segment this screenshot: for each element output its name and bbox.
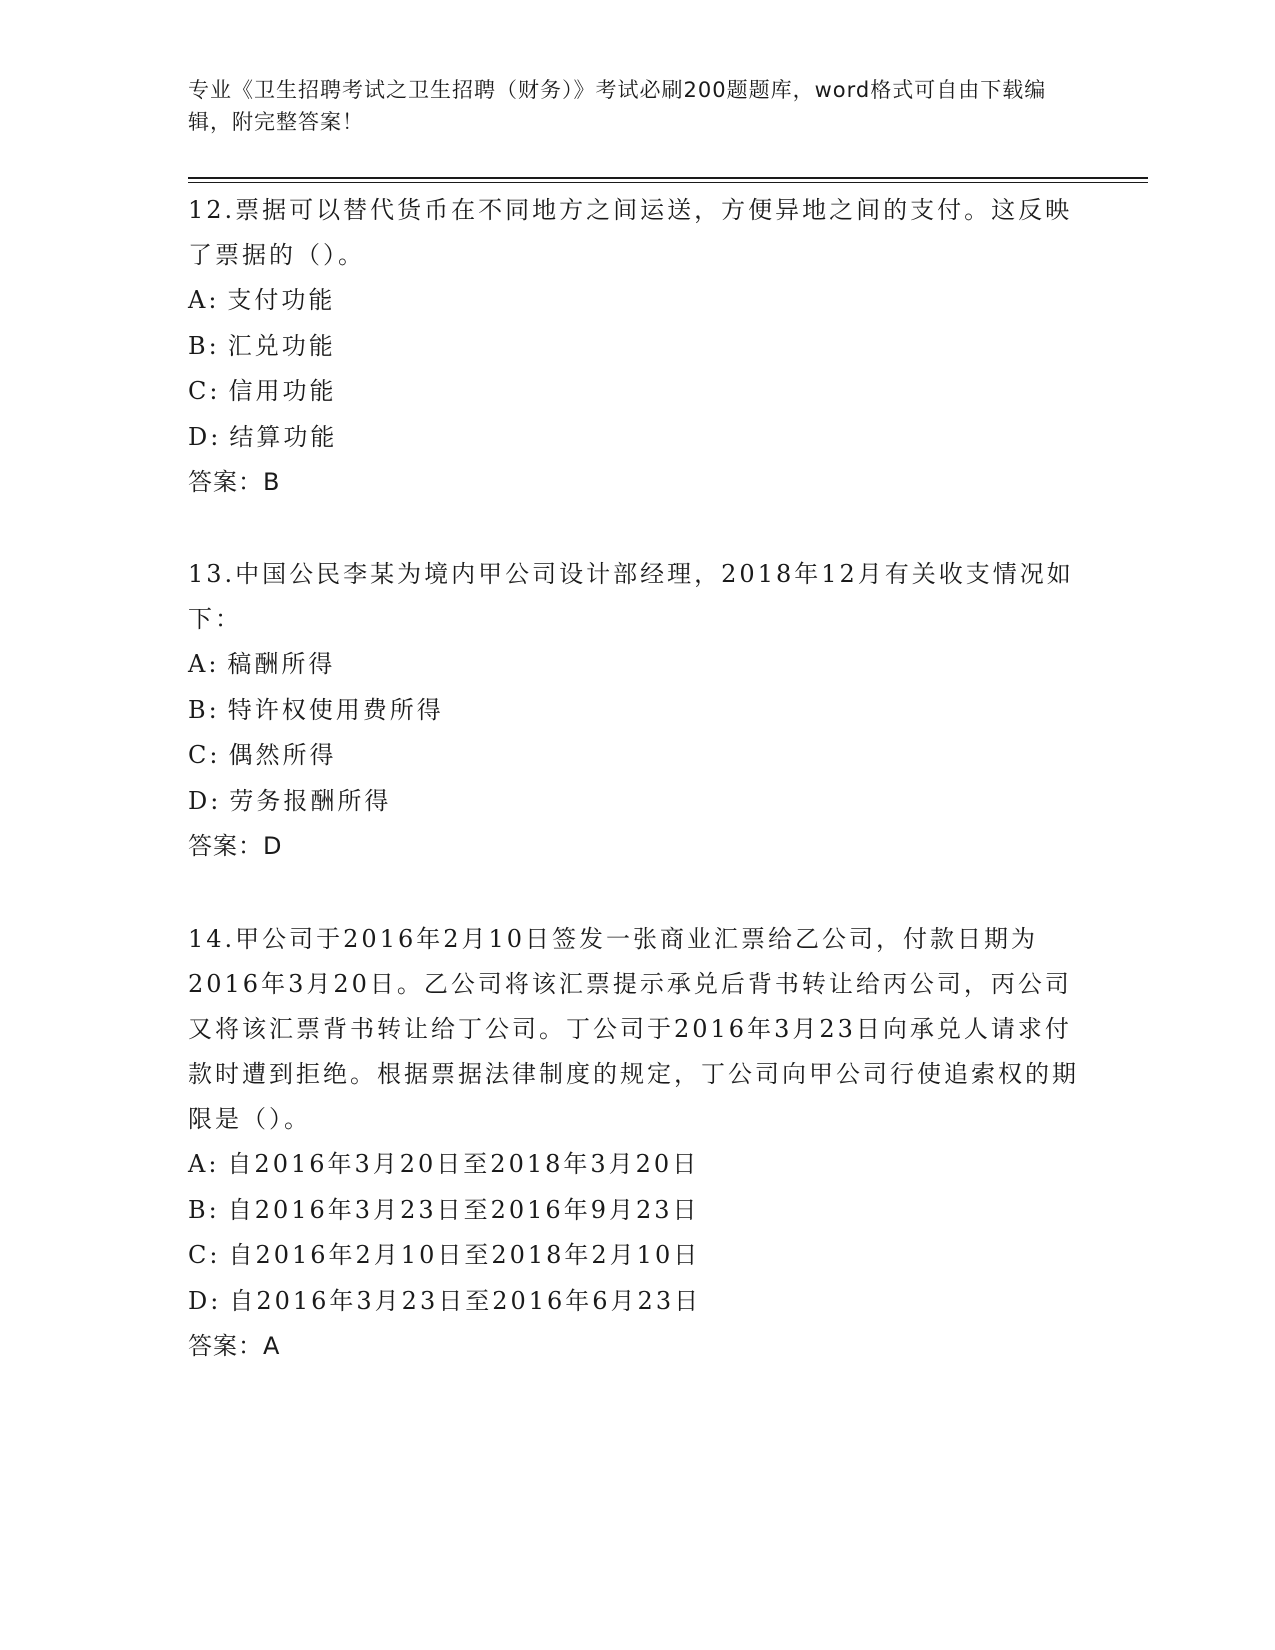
option-c — [188, 733, 1088, 779]
option-text: 支付功能 — [227, 286, 336, 314]
option-c — [188, 369, 1088, 415]
answer-line: 答案：B — [188, 468, 281, 496]
question-text: 12.票据可以替代货币在不同地方之间运送，方便异地之间的支付。这反映了票据的（）。 — [188, 196, 1073, 269]
option-letter: C: — [188, 377, 221, 405]
option-text: 自2016年2月10日至2018年2月10日 — [228, 1241, 701, 1269]
answer-line: 答案：A — [188, 1332, 281, 1360]
option-d — [188, 415, 1088, 461]
option-text: 劳务报酬所得 — [229, 786, 392, 815]
option-b — [188, 1188, 1088, 1234]
answer-line: 答案：D — [188, 832, 283, 860]
option-a — [188, 1142, 1088, 1188]
question-12 — [188, 188, 1088, 506]
option-letter: D: — [188, 1286, 222, 1315]
option-text: 信用功能 — [228, 377, 337, 405]
option-letter: D: — [188, 422, 222, 451]
option-letter: C: — [188, 741, 221, 769]
option-text: 自2016年3月20日至2018年3月20日 — [227, 1150, 700, 1178]
document-header: 专业《卫生招聘考试之卫生招聘（财务）》考试必刷200题题库，word格式可自由下载编辑，附完整答案！ — [188, 78, 1047, 134]
option-letter: B: — [188, 1195, 220, 1224]
option-letter: A: — [188, 650, 220, 678]
header-divider-thin — [188, 182, 1148, 183]
question-text: 14.甲公司于2016年2月10日签发一张商业汇票给乙公司，付款日期为2016年3月20日。乙公司将该汇票提示承兑后背书转让给丙公司，丙公司又将该汇票背书转让给丁公司。丁公司于2016年3月23日向承兑人请求付款时遭到拒绝。根据票据法律制度的规定，丁公司向甲公司行使追索权的期限是（）。 — [188, 925, 1079, 1133]
question-text: 13.中国公民李某为境内甲公司设计部经理，2018年12月有关收支情况如下： — [188, 560, 1074, 633]
option-letter: B: — [188, 331, 220, 360]
option-text: 自2016年3月23日至2016年9月23日 — [227, 1195, 700, 1224]
option-text: 特许权使用费所得 — [227, 695, 444, 724]
option-text: 汇兑功能 — [227, 331, 336, 360]
option-a — [188, 642, 1088, 688]
option-text: 自2016年3月23日至2016年6月23日 — [229, 1286, 702, 1315]
option-b — [188, 324, 1088, 370]
option-letter: B: — [188, 695, 220, 724]
option-d — [188, 1279, 1088, 1325]
header-divider-thick — [188, 177, 1148, 179]
option-b — [188, 688, 1088, 734]
option-text: 稿酬所得 — [227, 650, 336, 678]
option-letter: C: — [188, 1241, 221, 1269]
option-letter: A: — [188, 1150, 220, 1178]
question-14 — [188, 917, 1088, 1370]
option-a — [188, 278, 1088, 324]
option-letter: A: — [188, 286, 220, 314]
question-13 — [188, 552, 1088, 870]
option-c — [188, 1233, 1088, 1279]
option-d — [188, 779, 1088, 825]
option-text: 偶然所得 — [228, 741, 337, 769]
option-letter: D: — [188, 786, 222, 815]
option-text: 结算功能 — [229, 422, 338, 451]
